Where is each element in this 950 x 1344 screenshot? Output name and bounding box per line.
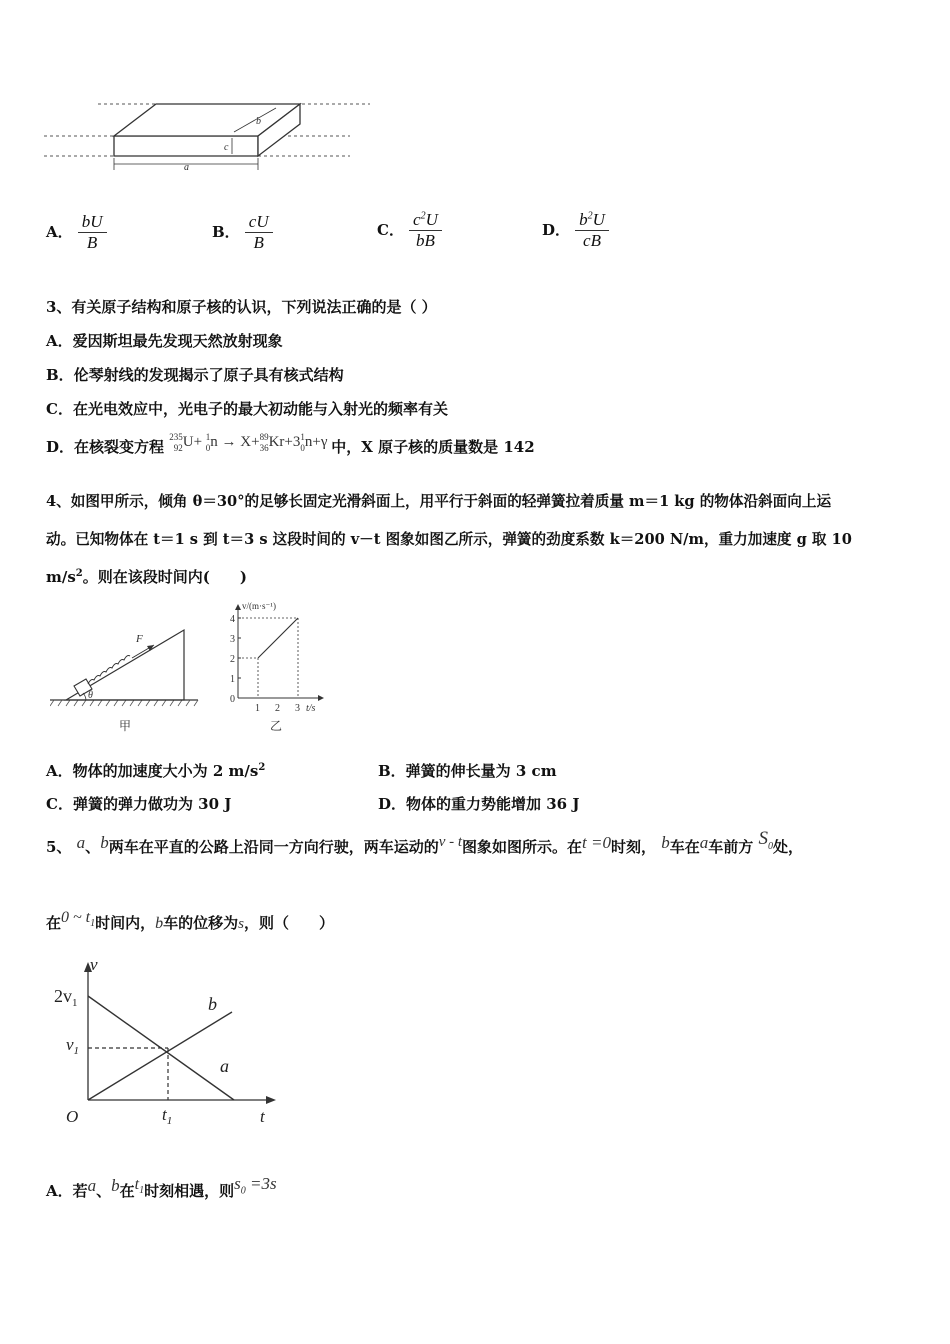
yi-ytick-1: 1 xyxy=(230,674,235,685)
n-mass: 1 xyxy=(205,431,211,442)
y-2v1-text: 2v xyxy=(54,986,72,1006)
denominator: bB xyxy=(416,231,435,250)
u-mass: 235 xyxy=(169,431,183,442)
q5-option-a[interactable] xyxy=(46,1174,277,1203)
u-num: 92 xyxy=(173,442,183,453)
option-fraction xyxy=(245,212,273,253)
q5-text-1: 两车在平直的公路上沿同一方向行驶，两车运动的 xyxy=(108,838,439,856)
q3-option-d[interactable] xyxy=(46,431,535,460)
kr-sym: Kr+3 xyxy=(268,434,301,450)
q4-option-b[interactable]: B．弹簧的伸长量为 3 cm xyxy=(378,762,557,780)
num-sup: 2 xyxy=(420,210,426,222)
q5-a-pre: A．若 xyxy=(46,1182,88,1200)
numerator: cU xyxy=(245,212,273,233)
q3-option-b[interactable]: B．伦琴射线的发现揭示了原子具有核式结构 xyxy=(46,366,344,384)
y-v1-sub: 1 xyxy=(73,1045,80,1057)
q4-option-a[interactable] xyxy=(46,760,265,781)
yi-xtick-2: 2 xyxy=(275,703,280,714)
numerator xyxy=(575,210,609,231)
option-label: B． xyxy=(212,223,240,241)
vt-graph-yi xyxy=(222,598,332,740)
q5-s0-sub: 0 xyxy=(768,840,774,852)
yi-ytick-3: 3 xyxy=(230,634,235,645)
option-label: C． xyxy=(377,221,404,239)
y-v1-text: v xyxy=(66,1035,74,1054)
label-a: a xyxy=(184,162,189,173)
q3-d-suffix: 中，X 原子核的质量数是 142 xyxy=(331,438,535,456)
option-fraction xyxy=(575,210,609,251)
n-sym: n xyxy=(210,434,218,450)
option-fraction xyxy=(78,212,107,253)
q5-t0: t =0 xyxy=(582,833,611,852)
q5-a-var-a: a xyxy=(87,1176,97,1195)
numerator xyxy=(409,210,442,231)
q4-option-c[interactable]: C．弹簧的弹力做功为 30 J xyxy=(46,795,232,813)
q5-text-5: 车前方 xyxy=(708,838,754,856)
q5-a-after: 时刻相遇，则 xyxy=(144,1182,235,1200)
q5-range: 0 ~ t xyxy=(61,909,91,926)
q5-a-t1: t xyxy=(134,1176,140,1193)
option-fraction xyxy=(409,210,442,251)
t-axis-label: t xyxy=(260,1107,265,1126)
q5-text-3: 时刻， xyxy=(611,838,657,856)
q3-stem: 3、有关原子结构和原子核的认识，下列说法正确的是（ ） xyxy=(46,298,437,316)
q5-var-b2: b xyxy=(661,833,670,852)
prev-option-b[interactable] xyxy=(212,212,273,253)
num-base: b xyxy=(579,210,588,229)
q5-l2-end: ，则（ ） xyxy=(244,914,335,932)
num-sup: 2 xyxy=(587,210,593,222)
q5-l2-mid: 时间内， xyxy=(95,914,156,932)
q4-line1: 4、如图甲所示，倾角 θ＝30°的足够长固定光滑斜面上，用平行于斜面的轻弹簧拉着质量 m＝1 kg 的物体沿斜面向上运 xyxy=(46,493,832,510)
q5-vt: v - t xyxy=(438,834,463,850)
q5-range-sub: 1 xyxy=(90,918,96,930)
q4-option-d[interactable]: D．物体的重力势能增加 36 J xyxy=(378,795,580,813)
q5-var-b3: b xyxy=(155,915,164,932)
denominator: B xyxy=(253,233,264,252)
angle-label: θ xyxy=(88,690,93,701)
n2-mass: 1 xyxy=(300,431,305,442)
n2-sym: n+γ xyxy=(304,434,328,450)
force-label: F xyxy=(136,633,143,645)
label-c: c xyxy=(224,142,229,153)
q5-s0: S xyxy=(758,828,769,849)
n-num: 0 xyxy=(205,442,211,453)
q5-var-a: a xyxy=(76,833,86,852)
reaction-arrow: → xyxy=(221,434,237,450)
q5-a-sep: 、 xyxy=(96,1182,112,1200)
line-b xyxy=(88,1012,232,1100)
denominator: cB xyxy=(583,231,601,250)
n2-num: 0 xyxy=(300,442,305,453)
q3-option-a[interactable]: A．爱因斯坦最先发现天然放射现象 xyxy=(46,332,283,350)
origin-label: O xyxy=(66,1107,79,1126)
q5-a-mid: 在 xyxy=(119,1182,135,1200)
u-sym: U+ xyxy=(182,434,203,450)
incline-figure xyxy=(50,622,200,740)
prev-option-c[interactable] xyxy=(377,210,442,251)
denominator: B xyxy=(86,233,98,252)
hall-block-figure xyxy=(44,96,374,176)
prev-option-a[interactable] xyxy=(46,212,107,253)
option-label: A． xyxy=(46,223,73,241)
caption-yi: 乙 xyxy=(270,719,283,733)
yi-ytick-2: 2 xyxy=(230,654,235,665)
vt-data-line xyxy=(258,618,298,658)
fission-equation xyxy=(169,431,331,453)
q4-unit-sup: 2 xyxy=(75,568,83,579)
x-t1-sub: 1 xyxy=(166,1115,173,1127)
q5-var-b: b xyxy=(100,833,109,852)
yi-xlabel: t/s xyxy=(306,703,316,714)
q5-vt-graph xyxy=(50,954,290,1132)
caption-jia: 甲 xyxy=(119,719,132,733)
q4-line3 xyxy=(46,566,247,587)
q4-a-sup: 2 xyxy=(258,762,266,773)
line-a-label: a xyxy=(220,1056,229,1076)
q3-option-c[interactable]: C．在光电效应中，光电子的最大初动能与入射光的频率有关 xyxy=(46,400,448,418)
yi-ylabel: v/(m·s⁻¹) xyxy=(242,601,276,611)
line-b-label: b xyxy=(208,994,217,1014)
label-b: b xyxy=(256,116,261,127)
q5-a-eq-sub: 0 xyxy=(240,1185,246,1197)
kr-num: 36 xyxy=(259,442,269,453)
num-base: c xyxy=(413,210,421,229)
q4-line2: 动。已知物体在 t＝1 s 到 t＝3 s 这段时间的 v－t 图象如图乙所示，弹簧的劲度系数 k＝200 N/m，重力加速度 g 取 10 xyxy=(46,531,852,548)
q5-var-a2: a xyxy=(699,833,709,852)
option-label: D． xyxy=(542,221,571,239)
prev-option-d[interactable] xyxy=(542,210,609,251)
yi-ytick-4: 4 xyxy=(230,614,235,625)
q4-a-text: A．物体的加速度大小为 2 m/s xyxy=(46,762,259,780)
numerator: bU xyxy=(78,212,107,233)
q5-number: 5、 xyxy=(46,838,72,856)
q5-text-6: 处， xyxy=(773,838,804,856)
q5-a-var-b: b xyxy=(111,1176,120,1195)
x-t1-text: t xyxy=(162,1105,167,1124)
q5-text-2: 图象如图所示。在 xyxy=(462,838,583,856)
x-t1-label xyxy=(162,1105,172,1127)
q5-l2-pre: 在 xyxy=(46,914,62,932)
q5-l2-mid2: 车的位移为 xyxy=(163,914,239,932)
x-sym: X+ xyxy=(240,434,260,450)
num-rest: U xyxy=(592,210,605,229)
kr-mass: 89 xyxy=(259,431,269,442)
yi-xtick-1: 1 xyxy=(255,703,260,714)
q5-s: s xyxy=(238,916,244,932)
q5-sep: 、 xyxy=(85,838,101,856)
num-rest: U xyxy=(425,210,438,229)
yi-xtick-3: 3 xyxy=(295,703,300,714)
q5-line2 xyxy=(46,909,335,935)
q5-a-eq-rest: =3s xyxy=(245,1174,277,1193)
q4-line3-end: 。则在该段时间内( ) xyxy=(82,568,247,586)
v-axis-label: v xyxy=(90,955,98,974)
yi-ytick-0: 0 xyxy=(230,694,235,705)
y-2v1-label xyxy=(54,986,78,1009)
y-v1-label xyxy=(66,1035,79,1057)
y-2v1-sub: 1 xyxy=(72,997,78,1009)
q5-a-eq-s: s xyxy=(234,1174,241,1193)
q5-line1 xyxy=(46,828,804,860)
q4-unit: m/s xyxy=(46,568,76,586)
q5-a-t1-sub: 1 xyxy=(139,1185,145,1197)
q3-d-prefix: D．在核裂变方程 xyxy=(46,438,165,456)
q5-text-4: 车在 xyxy=(669,838,700,856)
